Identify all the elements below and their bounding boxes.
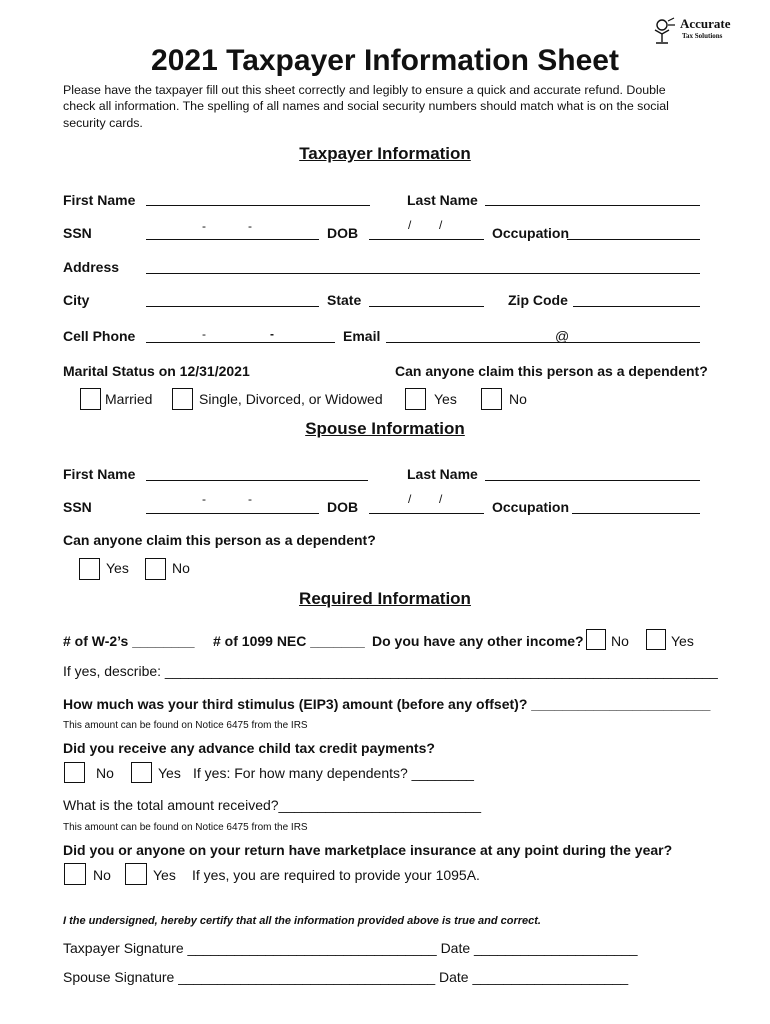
other-income-describe-field[interactable]: If yes, describe: _______________________________________________________________________ (63, 663, 718, 679)
other-income-yes-checkbox[interactable] (646, 629, 666, 650)
required-section-heading: Required Information (299, 589, 471, 608)
intro-line-2: check all information. The spelling of all names and social security numbers should match what is on the social (63, 99, 669, 113)
dob-slash: / (408, 492, 412, 506)
marketplace-question: Did you or anyone on your return have marketplace insurance at any point during the year? (63, 842, 673, 858)
form-1095a-note: If yes, you are required to provide your 1095A. (192, 867, 480, 883)
advance-ctc-yes-checkbox[interactable] (131, 762, 152, 783)
taxpayer-ssn-field[interactable] (146, 239, 319, 240)
taxpayer-section-heading: Taxpayer Information (299, 144, 471, 163)
spouse-first-name-field[interactable] (146, 480, 368, 481)
married-label: Married (105, 391, 153, 407)
dob-slash: / (408, 218, 412, 232)
taxpayer-ssn-label: SSN (63, 225, 92, 241)
taxpayer-address-field[interactable] (146, 273, 700, 274)
other-income-question: Do you have any other income? (372, 633, 584, 649)
stimulus-amount-field[interactable]: How much was your third stimulus (EIP3) amount (before any offset)? _______________________ (63, 696, 711, 712)
dob-slash: / (439, 492, 443, 506)
spouse-occupation-field[interactable] (572, 513, 700, 514)
phone-dash: - (202, 327, 206, 341)
marital-status-label: Marital Status on 12/31/2021 (63, 363, 250, 379)
marketplace-no-checkbox[interactable] (64, 863, 86, 885)
taxpayer-occupation-field[interactable] (567, 239, 700, 240)
advance-ctc-no-checkbox[interactable] (64, 762, 85, 783)
logo-subtitle: Tax Solutions (682, 32, 723, 40)
spouse-dependent-yes-label: Yes (106, 560, 129, 576)
spouse-dependent-yes-checkbox[interactable] (79, 558, 100, 580)
phone-dash: - (270, 327, 274, 341)
email-at-sign: @ (555, 328, 570, 344)
logo-name: Accurate (680, 16, 731, 31)
taxpayer-first-name-field[interactable] (146, 205, 370, 206)
w2-count-field[interactable]: # of W-2’s ________ (63, 633, 195, 649)
dependents-count-field[interactable]: If yes: For how many dependents? ________ (193, 765, 474, 781)
taxpayer-last-name-field[interactable] (485, 205, 700, 206)
taxpayer-last-name-label: Last Name (407, 192, 478, 208)
taxpayer-city-field[interactable] (146, 306, 319, 307)
marketplace-yes-label: Yes (153, 867, 176, 883)
spouse-last-name-label: Last Name (407, 466, 478, 482)
single-divorced-widowed-checkbox[interactable] (172, 388, 193, 410)
taxpayer-occupation-label: Occupation (492, 225, 570, 241)
nec-count-field[interactable]: # of 1099 NEC _______ (213, 633, 365, 649)
taxpayer-email-label: Email (343, 328, 381, 344)
taxpayer-dependent-no-label: No (509, 391, 527, 407)
certification-statement: I the undersigned, hereby certify that all the information provided above is true and correct. (63, 915, 541, 927)
marketplace-no-label: No (93, 867, 111, 883)
single-divorced-widowed-label: Single, Divorced, or Widowed (199, 391, 383, 407)
taxpayer-dependent-question: Can anyone claim this person as a dependent? (395, 363, 708, 379)
ssn-dash: - (202, 219, 206, 233)
ssn-dash: - (248, 492, 252, 506)
taxpayer-state-field[interactable] (369, 306, 484, 307)
advance-ctc-question: Did you receive any advance child tax credit payments? (63, 740, 435, 756)
advance-ctc-yes-label: Yes (158, 765, 181, 781)
spouse-dob-label: DOB (327, 499, 359, 515)
spouse-dependent-no-checkbox[interactable] (145, 558, 166, 580)
intro-line-1: Please have the taxpayer fill out this sheet correctly and legibly to ensure a quick and accurate refund. Double (63, 83, 666, 97)
taxpayer-dob-field[interactable] (369, 239, 484, 240)
company-logo (652, 16, 738, 46)
spouse-dependent-no-label: No (172, 560, 190, 576)
spouse-first-name-label: First Name (63, 466, 136, 482)
other-income-no-checkbox[interactable] (586, 629, 606, 650)
page-title: 2021 Taxpayer Information Sheet (151, 44, 619, 77)
notice-6475-note: This amount can be found on Notice 6475 from the IRS (63, 720, 308, 731)
taxpayer-dependent-no-checkbox[interactable] (481, 388, 502, 410)
taxpayer-cell-label: Cell Phone (63, 328, 136, 344)
spouse-section-heading: Spouse Information (305, 419, 465, 438)
taxpayer-dependent-yes-label: Yes (434, 391, 457, 407)
spouse-occupation-label: Occupation (492, 499, 570, 515)
other-income-no-label: No (611, 633, 629, 649)
taxpayer-dependent-yes-checkbox[interactable] (405, 388, 426, 410)
marketplace-yes-checkbox[interactable] (125, 863, 147, 885)
ssn-dash: - (248, 219, 252, 233)
taxpayer-city-label: City (63, 292, 90, 308)
taxpayer-state-label: State (327, 292, 362, 308)
taxpayer-first-name-label: First Name (63, 192, 136, 208)
married-checkbox[interactable] (80, 388, 101, 410)
spouse-ssn-field[interactable] (146, 513, 319, 514)
taxpayer-signature-field[interactable]: Taxpayer Signature ________________________________ Date _____________________ (63, 940, 638, 956)
spouse-ssn-label: SSN (63, 499, 92, 515)
notice-6475-note: This amount can be found on Notice 6475 from the IRS (63, 822, 308, 833)
taxpayer-email-field[interactable] (386, 342, 700, 343)
other-income-yes-label: Yes (671, 633, 694, 649)
intro-line-3: security cards. (63, 116, 143, 130)
ssn-dash: - (202, 492, 206, 506)
dob-slash: / (439, 218, 443, 232)
spouse-dob-field[interactable] (369, 513, 484, 514)
taxpayer-zip-field[interactable] (573, 306, 700, 307)
spouse-signature-field[interactable]: Spouse Signature _________________________________ Date ____________________ (63, 969, 629, 985)
taxpayer-address-label: Address (63, 259, 120, 275)
taxpayer-dob-label: DOB (327, 225, 359, 241)
spouse-dependent-question: Can anyone claim this person as a dependent? (63, 532, 376, 548)
spouse-last-name-field[interactable] (485, 480, 700, 481)
taxpayer-cell-field[interactable] (146, 342, 335, 343)
total-received-field[interactable]: What is the total amount received?__________________________ (63, 797, 481, 813)
taxpayer-zip-label: Zip Code (508, 292, 568, 308)
advance-ctc-no-label: No (96, 765, 114, 781)
